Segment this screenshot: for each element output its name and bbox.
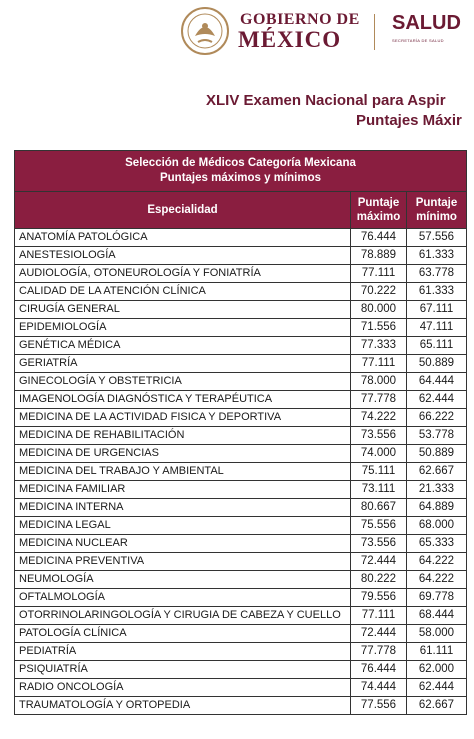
table-row (15, 679, 467, 697)
table-row (15, 265, 467, 283)
table-row (15, 517, 467, 535)
col-min-line1: Puntaje (415, 197, 458, 209)
table-row (15, 661, 467, 679)
table-row (15, 625, 467, 643)
min-score-cell: 21.333 (407, 481, 467, 499)
table-row (15, 229, 467, 247)
specialty-cell: GERIATRÍA (15, 355, 351, 373)
max-score-cell: 77.333 (351, 337, 407, 355)
table-row (15, 481, 467, 499)
specialty-cell: ANATOMÍA PATOLÓGICA (15, 229, 351, 247)
table-row (15, 283, 467, 301)
max-score-cell: 72.444 (351, 553, 407, 571)
specialty-cell: MEDICINA FAMILIAR (15, 481, 351, 499)
specialty-cell: TRAUMATOLOGÍA Y ORTOPEDIA (15, 697, 351, 715)
min-score-cell: 62.444 (407, 391, 467, 409)
max-score-cell: 79.556 (351, 589, 407, 607)
min-score-cell: 65.333 (407, 535, 467, 553)
min-score-cell: 63.778 (407, 265, 467, 283)
specialty-cell: PATOLOGÍA CLÍNICA (15, 625, 351, 643)
max-score-cell: 77.111 (351, 355, 407, 373)
min-score-cell: 50.889 (407, 445, 467, 463)
table-row (15, 337, 467, 355)
min-score-cell: 47.111 (407, 319, 467, 337)
min-score-cell: 66.222 (407, 409, 467, 427)
min-score-cell: 62.667 (407, 463, 467, 481)
col-puntaje-maximo (351, 192, 407, 229)
min-score-cell: 64.444 (407, 373, 467, 391)
table-row (15, 391, 467, 409)
table-banner (15, 151, 467, 192)
specialty-cell: PSIQUIATRÍA (15, 661, 351, 679)
scores-table (14, 150, 467, 715)
min-score-cell: 64.222 (407, 553, 467, 571)
max-score-cell: 77.556 (351, 697, 407, 715)
max-score-cell: 77.778 (351, 391, 407, 409)
specialty-cell: GENÉTICA MÉDICA (15, 337, 351, 355)
table-row (15, 535, 467, 553)
table-row (15, 445, 467, 463)
table-row (15, 463, 467, 481)
specialty-cell: EPIDEMIOLOGÍA (15, 319, 351, 337)
col-max-line1: Puntaje (357, 197, 400, 209)
scores-table-container (14, 150, 474, 720)
table-header-row (15, 192, 467, 229)
min-score-cell: 62.000 (407, 661, 467, 679)
specialty-cell: MEDICINA INTERNA (15, 499, 351, 517)
specialty-cell: MEDICINA DEL TRABAJO Y AMBIENTAL (15, 463, 351, 481)
max-score-cell: 77.111 (351, 265, 407, 283)
max-score-cell: 78.000 (351, 373, 407, 391)
secretaria-label: SECRETARÍA DE SALUD (392, 38, 444, 43)
table-row (15, 373, 467, 391)
specialty-cell: MEDICINA PREVENTIVA (15, 553, 351, 571)
max-score-cell: 74.000 (351, 445, 407, 463)
document-title-line2: Puntajes Máxir (356, 112, 462, 129)
max-score-cell: 77.111 (351, 607, 407, 625)
table-row (15, 301, 467, 319)
max-score-cell: 75.111 (351, 463, 407, 481)
max-score-cell: 72.444 (351, 625, 407, 643)
mexico-coat-of-arms-icon (180, 6, 230, 56)
table-row (15, 247, 467, 265)
max-score-cell: 74.444 (351, 679, 407, 697)
max-score-cell: 74.222 (351, 409, 407, 427)
min-score-cell: 65.111 (407, 337, 467, 355)
gobierno-de-label: GOBIERNO DE (240, 11, 360, 28)
table-row (15, 427, 467, 445)
col-puntaje-minimo (407, 192, 467, 229)
min-score-cell: 57.556 (407, 229, 467, 247)
max-score-cell: 76.444 (351, 229, 407, 247)
table-row (15, 499, 467, 517)
table-row (15, 607, 467, 625)
header (0, 0, 474, 70)
min-score-cell: 64.889 (407, 499, 467, 517)
specialty-cell: MEDICINA DE URGENCIAS (15, 445, 351, 463)
min-score-cell: 61.111 (407, 643, 467, 661)
specialty-cell: GINECOLOGÍA Y OBSTETRICIA (15, 373, 351, 391)
table-body (15, 229, 467, 715)
max-score-cell: 70.222 (351, 283, 407, 301)
banner-line1: Selección de Médicos Categoría Mexicana (125, 157, 356, 169)
specialty-cell: AUDIOLOGÍA, OTONEUROLOGÍA Y FONIATRÍA (15, 265, 351, 283)
table-row (15, 553, 467, 571)
mexico-label: MÉXICO (238, 27, 342, 52)
table-row (15, 355, 467, 373)
col-especialidad: Especialidad (15, 192, 351, 229)
min-score-cell: 50.889 (407, 355, 467, 373)
max-score-cell: 75.556 (351, 517, 407, 535)
max-score-cell: 80.000 (351, 301, 407, 319)
min-score-cell: 68.000 (407, 517, 467, 535)
max-score-cell: 80.667 (351, 499, 407, 517)
max-score-cell: 73.111 (351, 481, 407, 499)
min-score-cell: 67.111 (407, 301, 467, 319)
min-score-cell: 62.444 (407, 679, 467, 697)
min-score-cell: 64.222 (407, 571, 467, 589)
max-score-cell: 76.444 (351, 661, 407, 679)
document-title-line1: XLIV Examen Nacional para Aspir (206, 92, 446, 109)
specialty-cell: RADIO ONCOLOGÍA (15, 679, 351, 697)
specialty-cell: MEDICINA DE REHABILITACIÓN (15, 427, 351, 445)
min-score-cell: 61.333 (407, 247, 467, 265)
min-score-cell: 69.778 (407, 589, 467, 607)
min-score-cell: 53.778 (407, 427, 467, 445)
salud-label: SALUD (392, 12, 461, 34)
max-score-cell: 80.222 (351, 571, 407, 589)
specialty-cell: ANESTESIOLOGÍA (15, 247, 351, 265)
specialty-cell: CIRUGÍA GENERAL (15, 301, 351, 319)
max-score-cell: 73.556 (351, 427, 407, 445)
max-score-cell: 73.556 (351, 535, 407, 553)
min-score-cell: 61.333 (407, 283, 467, 301)
specialty-cell: PEDIATRÍA (15, 643, 351, 661)
col-max-line2: máximo (356, 211, 401, 223)
table-row (15, 697, 467, 715)
specialty-cell: OFTALMOLOGÍA (15, 589, 351, 607)
col-min-line2: mínimo (416, 211, 457, 223)
table-row (15, 571, 467, 589)
banner-line2: Puntajes máximos y mínimos (159, 172, 322, 184)
max-score-cell: 77.778 (351, 643, 407, 661)
table-row (15, 409, 467, 427)
specialty-cell: NEUMOLOGÍA (15, 571, 351, 589)
table-row (15, 589, 467, 607)
table-row (15, 319, 467, 337)
header-divider (374, 14, 375, 50)
max-score-cell: 71.556 (351, 319, 407, 337)
min-score-cell: 58.000 (407, 625, 467, 643)
specialty-cell: MEDICINA LEGAL (15, 517, 351, 535)
max-score-cell: 78.889 (351, 247, 407, 265)
specialty-cell: MEDICINA NUCLEAR (15, 535, 351, 553)
specialty-cell: OTORRINOLARINGOLOGÍA Y CIRUGIA DE CABEZA Y CUELLO (15, 607, 351, 625)
min-score-cell: 62.667 (407, 697, 467, 715)
specialty-cell: IMAGENOLOGÍA DIAGNÓSTICA Y TERAPÉUTICA (15, 391, 351, 409)
min-score-cell: 68.444 (407, 607, 467, 625)
specialty-cell: MEDICINA DE LA ACTIVIDAD FISICA Y DEPORTIVA (15, 409, 351, 427)
specialty-cell: CALIDAD DE LA ATENCIÓN CLÍNICA (15, 283, 351, 301)
table-row (15, 643, 467, 661)
